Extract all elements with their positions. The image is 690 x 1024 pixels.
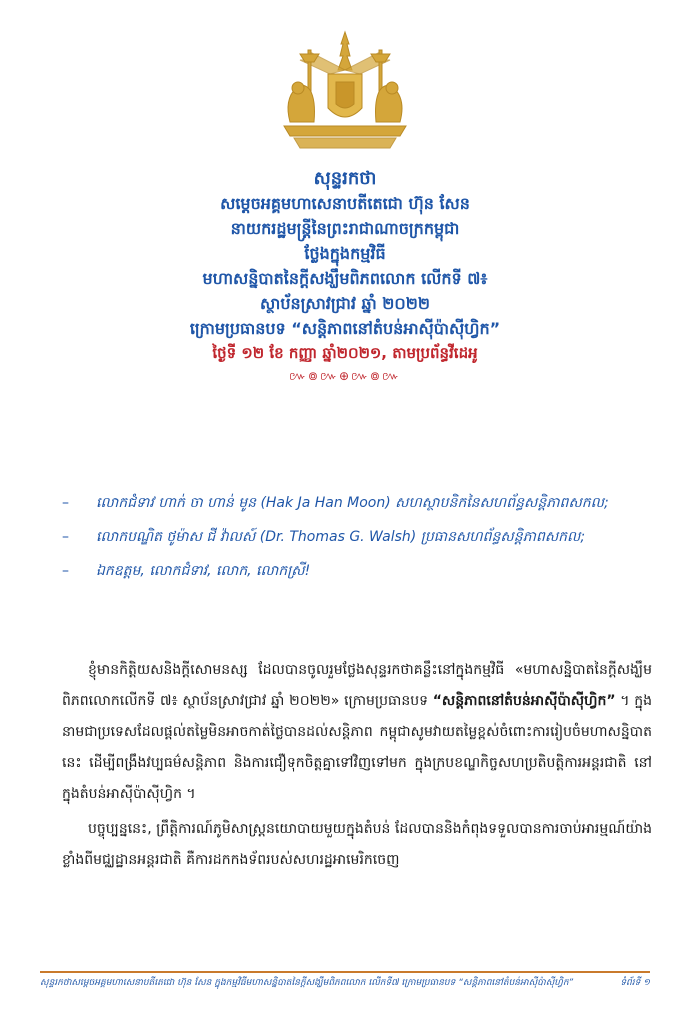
salutation-item: – ឯកឧត្តម, លោកជំទាវ, លោក, លោកស្រី! (62, 554, 652, 588)
title-line-theme: ក្រោមប្រធានបទ “សន្តិភាពនៅតំបន់អាស៊ីប៉ាស៊ីហ្វិក” (189, 319, 501, 338)
title-block (0, 166, 690, 386)
paragraph: ខ្ញុំមានកិត្តិយសនិងក្តីសោមនស្ស ដែលបានចូលរួមថ្លែងសុន្ទរកថាគន្លឹះនៅក្នុងកម្មវិធី «មហាសន្និបាតនៃក្តីសង្ឃឹមពិភពលោកលើកទី ៧៖ ស្ថាប័នស្រាវជ្រាវ ឆ្នាំ ២០២២» ក្រោមប្រធានបទ “សន្តិភាពនៅតំបន់អាស៊ីប៉ាស៊ីហ្វិក” ។ ក្នុងនាមជាប្រទេសដែលផ្តល់តម្លៃមិនអាចកាត់ថ្លៃបានដល់សន្តិភាព កម្ពុជាសូមវាយតម្លៃខ្ពស់ចំពោះការរៀបចំមហាសន្និបាតនេះ ដើម្បីពង្រឹងវប្បធម៌សន្តិភាព និងការជឿទុកចិត្តគ្នាទៅវិញទៅមក ក្នុងក្របខណ្ឌកិច្ចសហប្រតិបត្តិការអន្តរជាតិ នៅក្នុងតំបន់អាស៊ីប៉ាស៊ីហ្វិក ។ (62, 662, 653, 802)
title-line-speaker: សម្តេចអគ្គមហាសេនាបតីតេជោ ហ៊ុន សែន (220, 194, 470, 213)
speech-body (62, 655, 652, 880)
title-line-position: នាយករដ្ឋមន្ត្រីនៃព្រះរាជាណាចក្រកម្ពុជា (230, 219, 460, 238)
title-line-occasion: ថ្លែងក្នុងកម្មវិធី (304, 244, 386, 263)
dash-bullet: – (62, 495, 69, 511)
theme-bold-text: “សន្តិភាពនៅតំបន់អាស៊ីប៉ាស៊ីហ្វិក” (432, 693, 616, 709)
page-footer (40, 977, 650, 990)
royal-emblem-icon (270, 30, 420, 154)
date-line: ថ្ងៃទី ១២ ខែ កញ្ញា ឆ្នាំ២០២១, តាមប្រព័ន្ធវីដេអូ (212, 344, 478, 362)
footer-divider (40, 971, 650, 973)
dash-bullet: – (62, 563, 69, 579)
ornament-divider: ៚៙៚⊕៚៙៚ (289, 369, 401, 383)
salutation-list (62, 486, 652, 588)
title-line-speech: សុន្ទរកថា (313, 168, 377, 189)
paragraph: បច្ចុប្បន្ននេះ, ព្រឹត្តិការណ៍ភូមិសាស្ត្រនយោបាយមួយក្នុងតំបន់ ដែលបាននិងកំពុងទទួលបានការចាប់អារម្មណ៍យ៉ាងខ្លាំងពីមជ្ឈដ្ឋានអន្តរជាតិ គឺការដកកងទ័ពរបស់សហរដ្ឋអាមេរិកចេញ (62, 821, 652, 868)
page-number: ទំព័រទី ១ (620, 978, 650, 988)
title-line-event: មហាសន្និបាតនៃក្តីសង្ឃឹមពិភពលោក លើកទី ៧៖ (202, 269, 488, 288)
salutation-item: – លោកបណ្ឌិត ថូម៉ាស ជី វ៉ាលស៍ (Dr. Thomas G. Walsh) ប្រធានសហព័ន្ធសន្តិភាពសកល; (62, 520, 652, 554)
salutation-item: – លោកជំទាវ ហាក់ ចា ហាន់ មូន (Hak Ja Han Moon) សហស្ថាបនិកនៃសហព័ន្ធសន្តិភាពសកល; (62, 486, 652, 520)
footer-text: សុន្ទរកថាសម្តេចអគ្គមហាសេនាបតីតេជោ ហ៊ុន សែន ក្នុងកម្មវិធីមហាសន្និបាតនៃក្តីសង្ឃឹមពិភពលោក លើកទី៧ ក្រោមប្រធានបទ “សន្តិភាពនៅតំបន់អាស៊ីប៉ាស៊ីហ្វិក” (40, 978, 574, 988)
dash-bullet: – (62, 529, 69, 545)
title-line-institute: ស្ថាប័នស្រាវជ្រាវ ឆ្នាំ ២០២២ (260, 294, 430, 313)
